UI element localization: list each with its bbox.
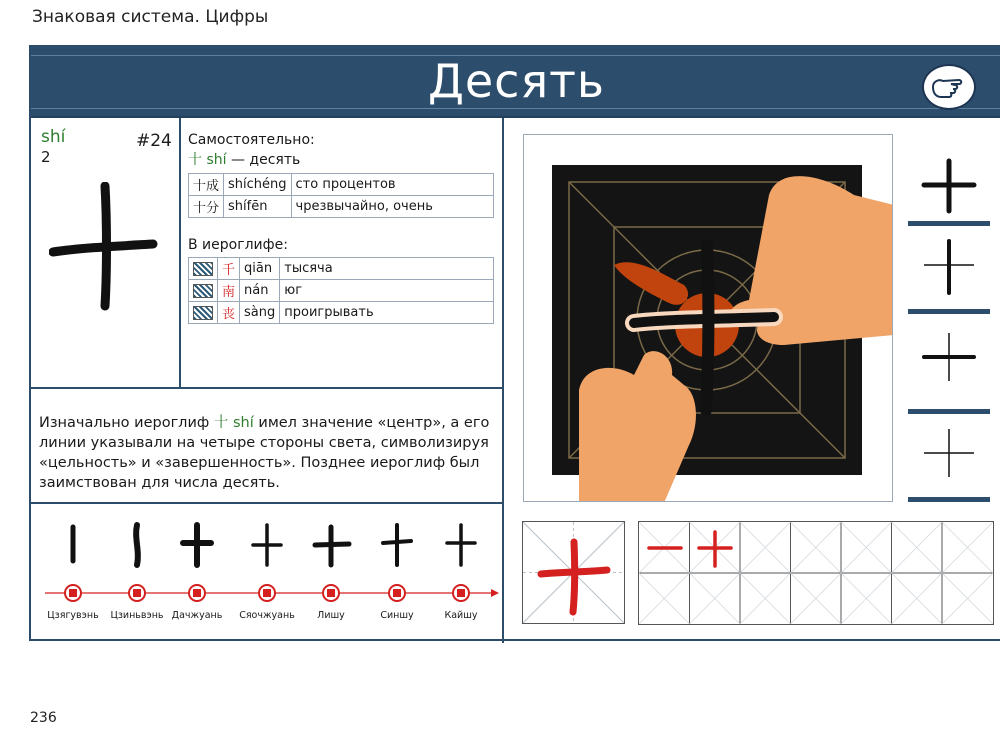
- evolution-label: Синшу: [380, 610, 414, 621]
- pattern-swatch: [193, 284, 213, 298]
- words-table: [188, 173, 494, 218]
- section-title: Знаковая система. Цифры: [32, 7, 269, 27]
- table-row: 十成 shíchéng сто процентов: [189, 174, 494, 196]
- hands-compass-illustration: [523, 134, 893, 502]
- page-title: Десять: [427, 54, 606, 108]
- divider: [31, 502, 504, 504]
- title-banner: [31, 47, 1000, 118]
- divider: [502, 118, 504, 643]
- components-table: [188, 257, 494, 324]
- evolution-label: Дачжуань: [171, 610, 223, 621]
- lesson-card: [29, 45, 1000, 641]
- description-text: Изначально иероглиф 十 shí имел значение «центр», а его линии указывали на четыре стороны света, символизируя «цельность» и «завершенность». Позднее иероглиф был заимствован для числа десять.: [39, 415, 490, 491]
- independent-meaning: 十 shí — десять: [188, 152, 301, 168]
- pattern-swatch: [193, 306, 213, 320]
- main-character-glyph: [49, 182, 159, 312]
- components-title: В иероглифе:: [188, 237, 288, 253]
- practice-example: [522, 521, 625, 624]
- independent-title: Самостоятельно:: [188, 132, 315, 148]
- divider: [31, 387, 504, 389]
- page-number: 236: [30, 710, 57, 726]
- character-pinyin: shí: [41, 127, 66, 147]
- evolution-label: Цзиньвэнь: [110, 610, 164, 621]
- stroke-count: 2: [41, 148, 51, 166]
- stroke-order-column: [904, 147, 992, 517]
- practice-grid: [638, 521, 994, 625]
- table-row: 丧 sàng проигрывать: [189, 302, 494, 324]
- table-row: 南 nán юг: [189, 280, 494, 302]
- evolution-label: Цзягувэнь: [47, 610, 99, 621]
- evolution-label: Лишу: [317, 610, 345, 621]
- character-number: #24: [136, 131, 172, 151]
- table-row: 十分 shífēn чрезвычайно, очень: [189, 196, 494, 218]
- divider: [179, 118, 181, 388]
- evolution-label: Сяочжуань: [239, 610, 295, 621]
- pointing-hand-icon[interactable]: [922, 64, 976, 110]
- evolution-label: Кайшу: [444, 610, 478, 621]
- table-row: 千 qiān тысяча: [189, 258, 494, 280]
- pattern-swatch: [193, 262, 213, 276]
